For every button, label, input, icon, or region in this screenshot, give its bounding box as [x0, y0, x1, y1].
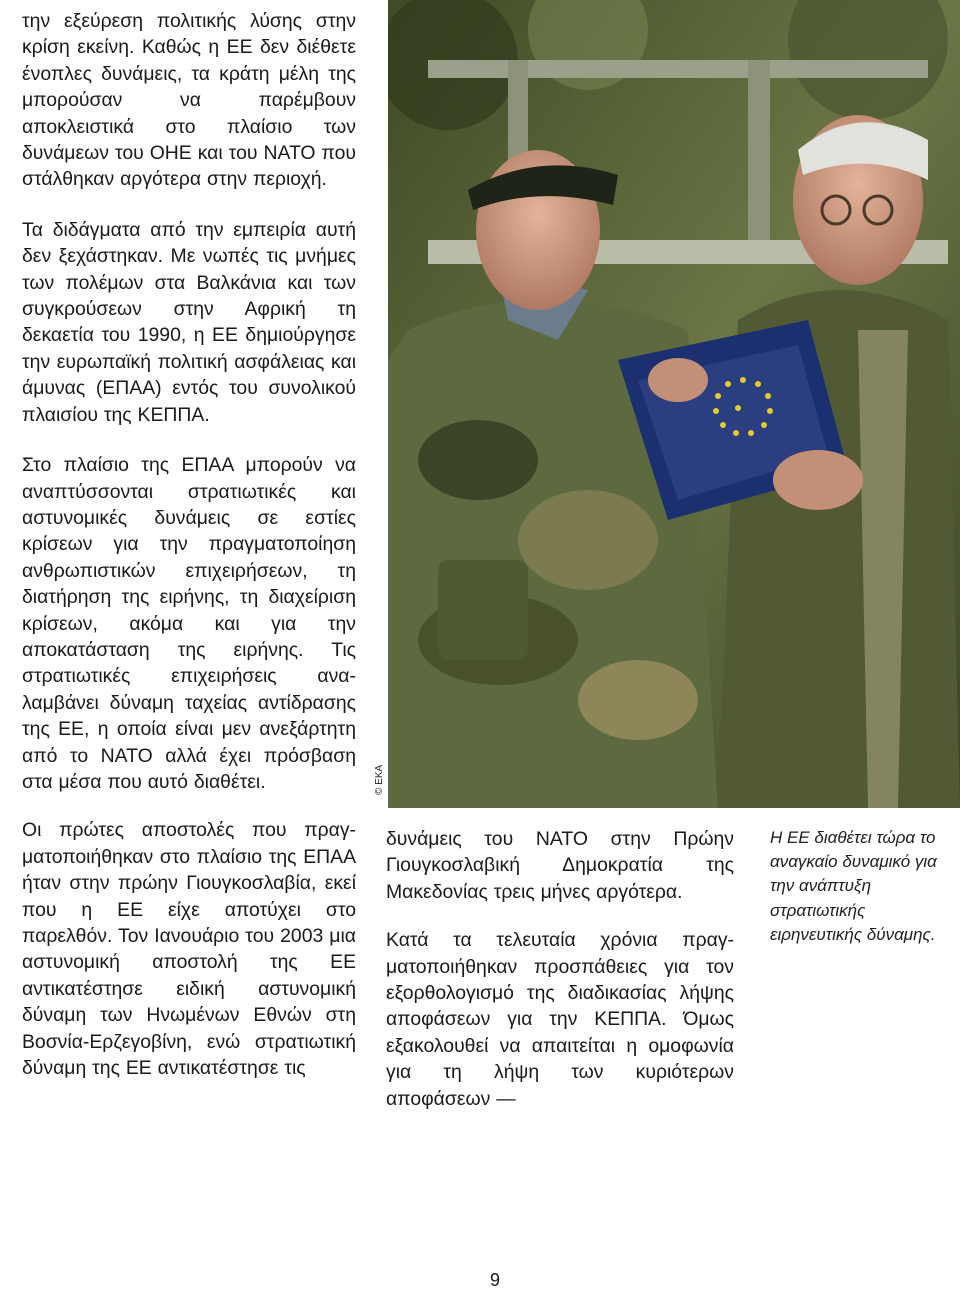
article-photo — [388, 0, 960, 808]
middle-column — [386, 826, 734, 1134]
paragraph: την εξεύρεση πολιτικής λύσης στην κρίση εκείνη. Καθώς η ΕΕ δεν διέθετε ένοπλες δυνάμεις, τα κράτη μέλη της μπορούσαν να παρέμβουν αποκλειστικά στο πλαίσιο των δυνάμεων του ΟΗΕ και του ΝΑΤΟ που στάλθηκαν αργότερα στην περιοχή. — [22, 10, 356, 191]
left-column — [22, 8, 356, 1105]
page-number: 9 — [489, 1270, 500, 1290]
paragraph: Κατά τα τελευταία χρόνια πραγματοποιήθηκαν προσπάθειες για τον εξορθολογισμό της διαδικασίας λήψης αποφάσεων για την ΚΕΠΠΑ. Όμως εξακολουθεί να απαιτείται η ομοφωνία για τη λήψη των κυριότερων αποφάσεων — — [386, 929, 734, 1110]
photo-credit: © ΕΚΑ — [374, 764, 385, 795]
pull-quote — [770, 826, 938, 947]
paragraph: Τα διδάγματα από την εμπειρία αυτή δεν ξεχάστηκαν. Με νωπές τις μνήμες των πολέμων στα Βαλκάνια και των συγκρούσεων στην Αφρική τη δεκαετία του 1990, η ΕΕ δημιούργησε την ευρωπαϊκή πολιτική ασφάλειας και άμυνας (ΕΠΑΑ) εντός του συνολικού πλαισίου της ΚΕΠΠΑ. — [22, 218, 356, 426]
paragraph: δυνάμεις του ΝΑΤΟ στην Πρώην Γιουγκοσλαβική Δημοκρατία της Μακεδονίας τρεις μήνες αργότερα. — [386, 828, 734, 903]
paragraph: Οι πρώτες αποστολές που πραγματοποιήθηκαν στο πλαίσιο της ΕΠΑΑ ήταν στην πρώην Γιουγκοσλαβία, εκεί που η ΕΕ είχε αποτύχει στο παρελθόν. Τον Ιανουάριο του 2003 μια αστυνομική αποστολή της ΕΕ αντικατέστησε ειδική αστυνομική δύναμη των Ηνωμένων Εθνών στη Βοσνία-Ερζεγοβίνη, ενώ στρατιωτική δύναμη της ΕΕ αντικατέστησε τις — [22, 819, 356, 1080]
pull-quote-text: Η ΕΕ διαθέτει τώρα το αναγκαίο δυναμικό για την ανάπτυξη στρατιωτικής ειρηνευτικής δύναμης. — [770, 828, 937, 944]
paragraph: Στο πλαίσιο της ΕΠΑΑ μπορούν να αναπτύσσονται στρατιωτικές και αστυνομικές δυνάμεις σε εστίες κρίσεων για την πραγματοποίηση ανθρωπιστικών επιχειρήσεων, τη διατήρηση της ειρήνης, τη διαχείριση κρίσεων, ακόμα και για την αποκατάσταση της ειρήνης. Τις στρατιωτικές επιχειρήσεις αναλαμβάνει δύναμη ταχείας αντίδρασης της ΕΕ, η οποία είναι μεν ανεξάρτητη από το ΝΑΤΟ αλλά έχει πρόσβαση στα μέσα που αυτό διαθέτει. — [22, 454, 356, 793]
photo-soldier-and-official-icon — [388, 0, 960, 808]
